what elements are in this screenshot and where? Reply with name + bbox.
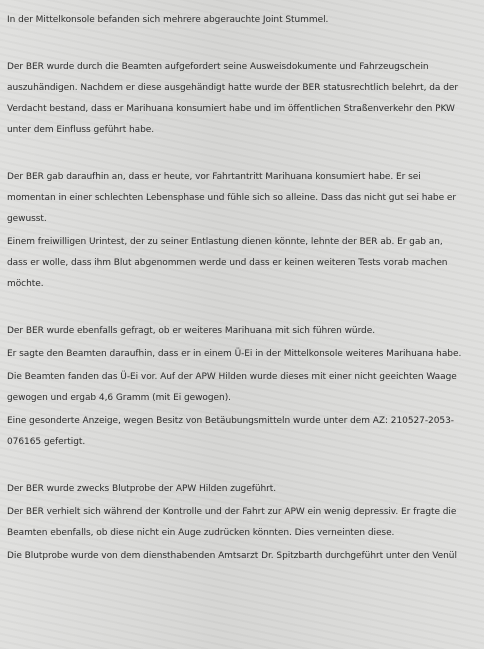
paragraph-frage-marihuana: Der BER wurde ebenfalls gefragt, ob er weiteres Marihuana mit sich führen würde. <box>7 326 376 336</box>
paragraph-urintest: Einem freiwilligen Urintest, der zu seiner Entlastung dienen könnte, lehnte der BER ab. Er gab an, dass er wolle, dass ihm Blut abgenommen werde und dass er keinen weiteren Tests vorab machen möchte. <box>7 237 448 289</box>
paragraph-ausweis: Der BER wurde durch die Beamten aufgefordert seine Ausweisdokumente und Fahrzeugschein auszuhändigen. Nachdem er diese ausgehändigt hatte wurde der BER statusrechtlich belehrt, da der Verdacht bestand, dass er Marihuana konsumiert habe und im öffentlichen Straßenverkehr den PKW unter dem Einfluss geführt habe. <box>7 62 459 135</box>
paragraph-konsum: Der BER gab daraufhin an, dass er heute, vor Fahrtantritt Marihuana konsumiert habe. Er sei momentan in einer schlechten Lebensphase und fühle sich so alleine. Dass das nicht gut sei habe er gewusst. <box>7 172 457 224</box>
paragraph-waage: Die Beamten fanden das Ü-Ei vor. Auf der APW Hilden wurde dieses mit einer nicht geeichten Waage gewogen und ergab 4,6 Gramm (mit Ei gewogen). <box>7 372 457 403</box>
paragraph-blutprobe: Die Blutprobe wurde von dem diensthabenden Amtsarzt Dr. Spitzbarth durchgeführt unter den Venül <box>7 551 457 561</box>
spacer <box>7 141 464 167</box>
spacer <box>7 453 464 479</box>
paragraph-joint-stummel: In der Mittelkonsole befanden sich mehrere abgerauchte Joint Stummel. <box>7 15 329 25</box>
paragraph-verhalten: Der BER verhielt sich während der Kontrolle und der Fahrt zur APW ein wenig depressiv. Er fragte die Beamten ebenfalls, ob diese nicht ein Auge zudrücken könnten. Dies verneinten diese. <box>7 507 457 538</box>
paragraph-anzeige: Eine gesonderte Anzeige, wegen Besitz von Betäubungsmitteln wurde unter dem AZ: 210527-2053-076165 gefertigt. <box>7 416 454 447</box>
paragraph-blutprobe-zufuehrung: Der BER wurde zwecks Blutprobe der APW Hilden zugeführt. <box>7 484 277 494</box>
paragraph-ue-ei: Er sagte den Beamten daraufhin, dass er in einem Ü-Ei in der Mittelkonsole weiteres Marihuana habe. <box>7 349 462 359</box>
spacer <box>7 31 464 57</box>
spacer <box>7 295 464 321</box>
